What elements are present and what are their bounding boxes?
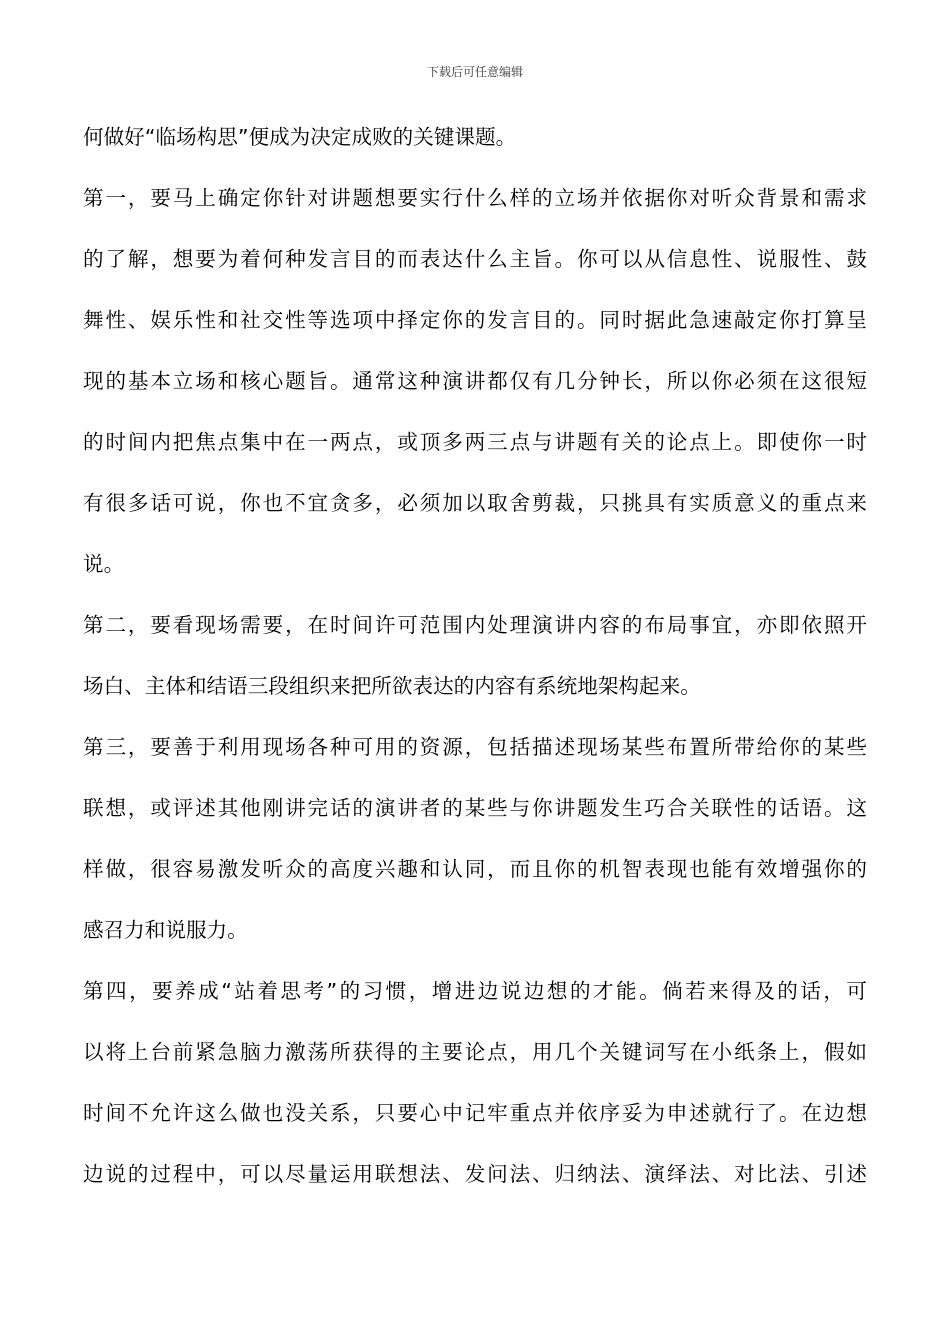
text-line: 以将上台前紧急脑力激荡所获得的主要论点，用几个关键词写在小纸条上，假如 <box>83 1040 867 1064</box>
text-line: 联想，或评述其他刚讲完话的演讲者的某些与你讲题发生巧合关联性的话语。这 <box>83 796 867 820</box>
paragraph-second-point <box>83 603 867 725</box>
paragraph-first-point <box>83 176 867 603</box>
text-line: 何做好“临场构思”便成为决定成败的关键课题。 <box>83 125 517 149</box>
page-header: 下载后可任意编辑 <box>426 65 523 79</box>
document-body <box>83 115 867 1213</box>
paragraph-third-point <box>83 725 867 969</box>
text-line: 感召力和说服力。 <box>83 918 248 942</box>
paragraph-fourth-point <box>83 969 867 1213</box>
text-line: 舞性、娱乐性和社交性等选项中择定你的发言目的。同时据此急速敲定你打算呈 <box>83 308 867 332</box>
text-line: 场白、主体和结语三段组织来把所欲表达的内容有系统地架构起来。 <box>83 674 701 698</box>
text-line: 现的基本立场和核心题旨。通常这种演讲都仅有几分钟长，所以你必须在这很短 <box>83 369 867 393</box>
text-line: 样做，很容易激发听众的高度兴趣和认同，而且你的机智表现也能有效增强你的 <box>83 857 867 881</box>
text-line: 边说的过程中，可以尽量运用联想法、发问法、归纳法、演绎法、对比法、引述 <box>83 1162 867 1186</box>
text-line: 说。 <box>83 552 125 576</box>
text-line: 第四，要养成“站着思考”的习惯，增进边说边想的才能。倘若来得及的话，可 <box>83 979 867 1003</box>
text-line: 第二，要看现场需要，在时间许可范围内处理演讲内容的布局事宜，亦即依照开 <box>83 613 867 637</box>
text-line: 的了解，想要为着何种发言目的而表达什么主旨。你可以从信息性、说服性、鼓 <box>83 247 867 271</box>
text-line: 的时间内把焦点集中在一两点，或顶多两三点与讲题有关的论点上。即使你一时 <box>83 430 867 454</box>
paragraph-intro-continuation <box>83 115 867 176</box>
text-line: 有很多话可说，你也不宜贪多，必须加以取舍剪裁，只挑具有实质意义的重点来 <box>83 491 867 515</box>
text-line: 第一，要马上确定你针对讲题想要实行什么样的立场并依据你对听众背景和需求 <box>83 186 867 210</box>
text-line: 第三，要善于利用现场各种可用的资源，包括描述现场某些布置所带给你的某些 <box>83 735 867 759</box>
text-line: 时间不允许这么做也没关系，只要心中记牢重点并依序妥为申述就行了。在边想 <box>83 1101 867 1125</box>
